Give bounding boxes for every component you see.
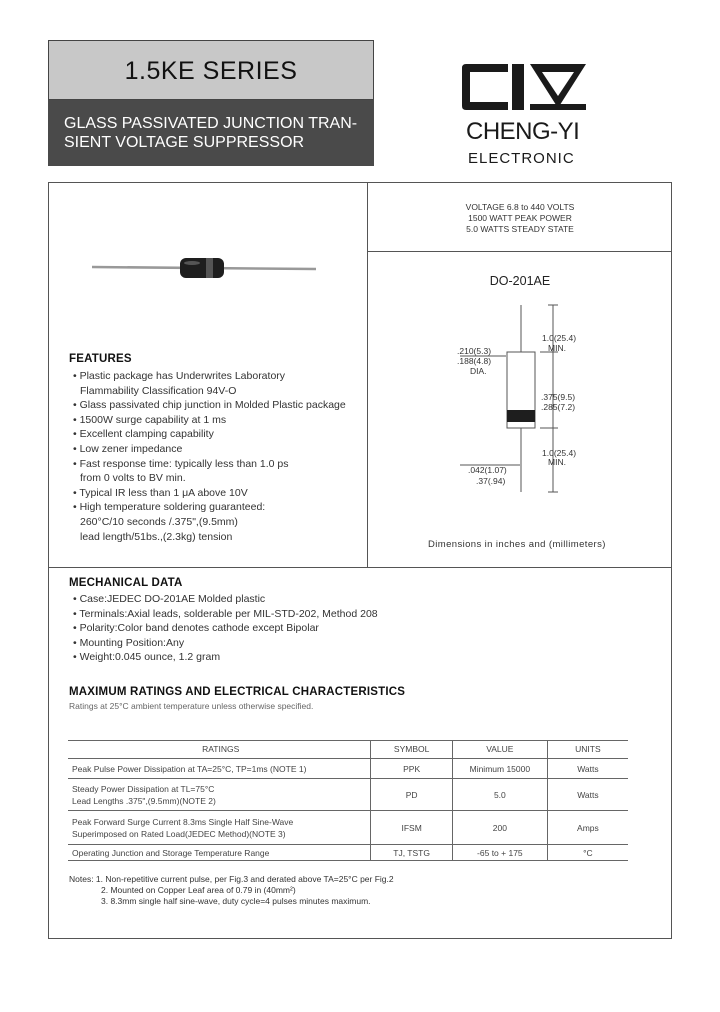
list-item: • Plastic package has Underwrites Laboratory: [73, 370, 286, 382]
diode-image-icon: [88, 248, 320, 288]
subtitle-line-2: SIENT VOLTAGE SUPPRESSOR: [64, 134, 305, 151]
section-divider: [48, 567, 672, 568]
rating-line: Steady Power Dissipation at TL=75°C: [72, 783, 215, 794]
dim-wire-min: .37(.94): [476, 476, 506, 486]
series-title: 1.5KE SERIES: [124, 57, 298, 85]
units-cell: °C: [547, 845, 628, 861]
table-row: [68, 779, 628, 811]
dim-body-len-max: .375(9.5): [541, 392, 576, 402]
dim-wire-max: .042(1.07): [468, 465, 507, 475]
table-row: [68, 759, 628, 779]
list-item: • Mounting Position:Any: [73, 636, 185, 649]
rating-cell: [68, 811, 371, 845]
list-item: • Fast response time: typically less than 1.0 ps: [73, 457, 289, 470]
symbol-cell: IFSM: [371, 811, 452, 845]
symbol-cell: PPK: [371, 759, 452, 779]
table-row: [68, 811, 628, 845]
value-cell: -65 to + 175: [452, 845, 547, 861]
dim-lead-top-min: MIN.: [548, 343, 566, 353]
value-cell: 200: [452, 811, 547, 845]
note-1: Notes: 1. Non-repetitive current pulse, per Fig.3 and derated above TA=25°C per Fig.2: [69, 874, 394, 884]
units-cell: Watts: [547, 779, 628, 811]
package-name: DO-201AE: [489, 274, 551, 288]
column-divider: [367, 182, 368, 568]
list-item: • 1500W surge capability at 1 ms: [73, 413, 227, 426]
value-cell: Minimum 15000: [452, 759, 547, 779]
spec-peak-power: 1500 WATT PEAK POWER: [468, 213, 572, 223]
list-item: Flammability Classification 94V-O: [80, 384, 237, 397]
mechanical-list: [73, 592, 378, 665]
list-item: • Weight:0.045 ounce, 1.2 gram: [73, 651, 221, 664]
spec-voltage: VOLTAGE 6.8 to 440 VOLTS: [465, 202, 575, 212]
dim-body-dia-note: DIA.: [470, 366, 487, 376]
col-value: VALUE: [452, 740, 547, 759]
subtitle-line-1: GLASS PASSIVATED JUNCTION TRAN-: [64, 115, 358, 132]
ratings-title: MAXIMUM RATINGS AND ELECTRICAL CHARACTERISTICS: [69, 686, 406, 698]
col-symbol: SYMBOL: [371, 740, 452, 759]
rating-line: Peak Forward Surge Current 8.3ms Single Half Sine-Wave: [72, 816, 294, 827]
symbol-cell: TJ, TSTG: [371, 845, 452, 861]
list-item: • High temperature soldering guaranteed:: [73, 501, 266, 514]
dim-body-dia-max: .210(5.3): [457, 346, 492, 356]
col-ratings: RATINGS: [68, 740, 371, 759]
rating-line: Superimposed on Rated Load(JEDEC Method)(NOTE 3): [72, 828, 286, 839]
series-title-box: [48, 40, 374, 100]
rating-cell: Operating Junction and Storage Temperature Range: [68, 845, 371, 861]
list-item: • Case:JEDEC DO-201AE Molded plastic: [73, 593, 266, 605]
table-row: [68, 845, 628, 861]
list-item: • Typical IR less than 1 μA above 10V: [73, 486, 248, 499]
dim-body-len-min: .285(7.2): [541, 402, 576, 412]
dim-lead-bot: 1.0(25.4): [542, 448, 577, 458]
package-outline-icon: [440, 300, 600, 500]
ratings-subtitle: Ratings at 25°C ambient temperature unless otherwise specified.: [69, 701, 314, 711]
symbol-cell: PD: [371, 779, 452, 811]
subtitle-box: [48, 100, 374, 166]
features-title: FEATURES: [69, 353, 132, 365]
features-list: [73, 369, 346, 544]
list-item: lead length/51bs.,(2.3kg) tension: [80, 530, 233, 543]
dimensions-note: Dimensions in inches and (millimeters): [428, 539, 606, 550]
spec-steady-state: 5.0 WATTS STEADY STATE: [466, 224, 574, 234]
ratings-table: [68, 740, 628, 861]
company-logo-icon: [458, 58, 588, 116]
dim-lead-bot-min: MIN.: [548, 457, 566, 467]
list-item: from 0 volts to BV min.: [80, 472, 186, 485]
table-header-row: [68, 740, 628, 759]
dim-body-dia-min: .188(4.8): [457, 356, 492, 366]
list-item: 260°C/10 seconds /.375",(9.5mm): [80, 515, 238, 528]
units-cell: Watts: [547, 759, 628, 779]
rating-line: Lead Lengths .375",(9.5mm)(NOTE 2): [72, 795, 216, 806]
list-item: • Terminals:Axial leads, solderable per MIL-STD-202, Method 208: [73, 607, 378, 620]
mechanical-title: MECHANICAL DATA: [69, 577, 183, 589]
list-item: • Excellent clamping capability: [73, 428, 214, 441]
list-item: • Polarity:Color band denotes cathode except Bipolar: [73, 622, 319, 635]
units-cell: Amps: [547, 811, 628, 845]
value-cell: 5.0: [452, 779, 547, 811]
spec-divider: [367, 251, 672, 252]
list-item: • Glass passivated chip junction in Molded Plastic package: [73, 399, 346, 412]
rating-cell: Peak Pulse Power Dissipation at TA=25°C, TP=1ms (NOTE 1): [68, 759, 371, 779]
rating-cell: [68, 779, 371, 811]
note-2: 2. Mounted on Copper Leaf area of 0.79 in (40mm²): [101, 885, 296, 895]
company-name: CHENG-YI: [466, 118, 580, 145]
note-3: 3. 8.3mm single half sine-wave, duty cycle=4 pulses minutes maximum.: [101, 896, 371, 906]
dim-lead-top: 1.0(25.4): [542, 333, 577, 343]
col-units: UNITS: [547, 740, 628, 759]
company-subname: ELECTRONIC: [468, 150, 575, 167]
list-item: • Low zener impedance: [73, 442, 183, 455]
